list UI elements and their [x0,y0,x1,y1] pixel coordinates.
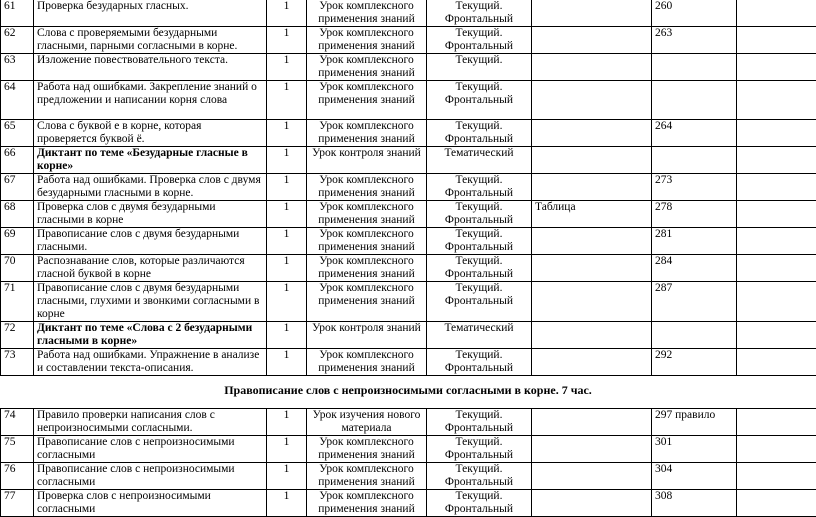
hours-cell: 1 [267,255,307,282]
control-type-cell: Тематический [427,322,532,349]
visual-aids-cell [532,54,652,81]
hours-cell: 1 [267,174,307,201]
control-type-cell: Текущий. [427,54,532,81]
date-cell [737,463,816,490]
lesson-topic-cell: Правописание слов с двумя безударными гласными, глухими и звонкими согласными в корне [34,282,267,322]
hours-cell: 1 [267,27,307,54]
date-cell [737,490,816,517]
hours-cell: 1 [267,147,307,174]
lesson-number-cell: 66 [1,147,34,174]
hours-cell: 1 [267,201,307,228]
lesson-type-cell: Урок комплексного применения знаний [307,490,427,517]
visual-aids-cell [532,27,652,54]
lesson-type-cell: Урок комплексного применения знаний [307,349,427,376]
textbook-page-cell: 264 [652,120,737,147]
hours-cell: 1 [267,463,307,490]
textbook-page-cell [652,147,737,174]
control-type-cell: Текущий. Фронтальный [427,463,532,490]
control-type-cell: Текущий. Фронтальный [427,409,532,436]
table-row [1,120,816,147]
lesson-topic-cell: Правописание слов с непроизносимыми согласными [34,463,267,490]
table-row [1,282,816,322]
date-cell [737,255,816,282]
hours-cell: 1 [267,436,307,463]
textbook-page-cell: 263 [652,27,737,54]
control-type-cell: Текущий. Фронтальный [427,0,532,27]
visual-aids-cell [532,228,652,255]
lesson-type-cell: Урок контроля знаний [307,147,427,174]
lesson-type-cell: Урок комплексного применения знаний [307,120,427,147]
lesson-type-cell: Урок комплексного применения знаний [307,0,427,27]
hours-cell: 1 [267,120,307,147]
visual-aids-cell [532,255,652,282]
lesson-number-cell: 65 [1,120,34,147]
visual-aids-cell [532,174,652,201]
textbook-page-cell: 308 [652,490,737,517]
table-row [1,54,816,81]
textbook-page-cell: 297 правило [652,409,737,436]
textbook-page-cell: 278 [652,201,737,228]
lesson-type-cell: Урок комплексного применения знаний [307,81,427,120]
lesson-number-cell: 72 [1,322,34,349]
textbook-page-cell: 301 [652,436,737,463]
textbook-page-cell: 287 [652,282,737,322]
visual-aids-cell [532,0,652,27]
lesson-number-cell: 63 [1,54,34,81]
date-cell [737,54,816,81]
hours-cell: 1 [267,349,307,376]
table-row [1,409,816,436]
table-row [1,174,816,201]
control-type-cell: Текущий. Фронтальный [427,349,532,376]
table-row [1,0,816,27]
section-heading: Правописание слов с непроизносимыми согласными в корне. 7 час. [0,383,816,398]
hours-cell: 1 [267,409,307,436]
table-row [1,27,816,54]
lesson-topic-cell: Диктант по теме «Безударные гласные в корне» [34,147,267,174]
date-cell [737,27,816,54]
textbook-page-cell: 284 [652,255,737,282]
lesson-type-cell: Урок комплексного применения знаний [307,436,427,463]
lesson-topic-cell: Проверка слов с двумя безударными гласными в корне [34,201,267,228]
lesson-number-cell: 70 [1,255,34,282]
control-type-cell: Текущий. Фронтальный [427,174,532,201]
table-row [1,228,816,255]
lesson-number-cell: 71 [1,282,34,322]
control-type-cell: Текущий. Фронтальный [427,27,532,54]
date-cell [737,228,816,255]
lesson-number-cell: 76 [1,463,34,490]
table-row [1,436,816,463]
date-cell [737,201,816,228]
lesson-number-cell: 67 [1,174,34,201]
date-cell [737,282,816,322]
control-type-cell: Тематический [427,147,532,174]
date-cell [737,174,816,201]
lesson-number-cell: 68 [1,201,34,228]
lesson-type-cell: Урок комплексного применения знаний [307,228,427,255]
lesson-topic-cell: Проверка слов с непроизносимыми согласными [34,490,267,517]
hours-cell: 1 [267,490,307,517]
lesson-type-cell: Урок комплексного применения знаний [307,27,427,54]
textbook-page-cell: 281 [652,228,737,255]
lesson-number-cell: 69 [1,228,34,255]
lesson-type-cell: Урок комплексного применения знаний [307,174,427,201]
lesson-number-cell: 77 [1,490,34,517]
table-row [1,81,816,120]
lesson-topic-cell: Работа над ошибками. Проверка слов с двумя безударными гласными в корне. [34,174,267,201]
lesson-number-cell: 62 [1,27,34,54]
lesson-type-cell: Урок контроля знаний [307,322,427,349]
date-cell [737,147,816,174]
visual-aids-cell [532,490,652,517]
lesson-topic-cell: Изложение повествовательного текста. [34,54,267,81]
lesson-type-cell: Урок комплексного применения знаний [307,282,427,322]
textbook-page-cell: 292 [652,349,737,376]
visual-aids-cell [532,81,652,120]
table-row [1,463,816,490]
hours-cell: 1 [267,0,307,27]
lesson-type-cell: Урок комплексного применения знаний [307,54,427,81]
control-type-cell: Текущий. Фронтальный [427,255,532,282]
lesson-topic-cell: Работа над ошибками. Упражнение в анализе и составлении текста-описания. [34,349,267,376]
table-row [1,322,816,349]
lesson-plan-table-continued [0,408,816,517]
table-row [1,147,816,174]
lesson-type-cell: Урок комплексного применения знаний [307,463,427,490]
control-type-cell: Текущий. Фронтальный [427,120,532,147]
table-row [1,349,816,376]
visual-aids-cell [532,120,652,147]
visual-aids-cell [532,463,652,490]
lesson-topic-cell: Работа над ошибками. Закрепление знаний о предложении и написании корня слова [34,81,267,120]
date-cell [737,436,816,463]
lesson-topic-cell: Правописание слов с двумя безударными гласными. [34,228,267,255]
control-type-cell: Текущий. Фронтальный [427,490,532,517]
textbook-page-cell [652,54,737,81]
lesson-topic-cell: Правописание слов с непроизносимыми согласными [34,436,267,463]
lesson-number-cell: 75 [1,436,34,463]
textbook-page-cell: 260 [652,0,737,27]
control-type-cell: Текущий. Фронтальный [427,228,532,255]
visual-aids-cell [532,282,652,322]
visual-aids-cell [532,147,652,174]
lesson-topic-cell: Распознавание слов, которые различаются гласной буквой в корне [34,255,267,282]
table-row [1,490,816,517]
lesson-topic-cell: Слова с проверяемыми безударными гласными, парными согласными в корне. [34,27,267,54]
table-row [1,201,816,228]
date-cell [737,409,816,436]
date-cell [737,81,816,120]
lesson-topic-cell: Диктант по теме «Слова с 2 безударными гласными в корне» [34,322,267,349]
visual-aids-cell [532,322,652,349]
date-cell [737,0,816,27]
hours-cell: 1 [267,282,307,322]
date-cell [737,322,816,349]
lesson-type-cell: Урок комплексного применения знаний [307,201,427,228]
lesson-number-cell: 64 [1,81,34,120]
lesson-topic-cell: Слова с буквой е в корне, которая проверяется буквой ё. [34,120,267,147]
visual-aids-cell [532,436,652,463]
visual-aids-cell: Таблица [532,201,652,228]
textbook-page-cell: 304 [652,463,737,490]
visual-aids-cell [532,349,652,376]
lesson-topic-cell: Правило проверки написания слов с непроизносимыми согласными. [34,409,267,436]
control-type-cell: Текущий. Фронтальный [427,201,532,228]
lesson-type-cell: Урок комплексного применения знаний [307,255,427,282]
hours-cell: 1 [267,228,307,255]
hours-cell: 1 [267,54,307,81]
lesson-number-cell: 61 [1,0,34,27]
textbook-page-cell [652,81,737,120]
hours-cell: 1 [267,322,307,349]
textbook-page-cell [652,322,737,349]
lesson-number-cell: 74 [1,409,34,436]
date-cell [737,120,816,147]
lesson-number-cell: 73 [1,349,34,376]
control-type-cell: Текущий. Фронтальный [427,81,532,120]
visual-aids-cell [532,409,652,436]
table-row [1,255,816,282]
textbook-page-cell: 273 [652,174,737,201]
hours-cell: 1 [267,81,307,120]
lesson-type-cell: Урок изучения нового материала [307,409,427,436]
control-type-cell: Текущий. Фронтальный [427,436,532,463]
date-cell [737,349,816,376]
control-type-cell: Текущий. Фронтальный [427,282,532,322]
lesson-topic-cell: Проверка безударных гласных. [34,0,267,27]
